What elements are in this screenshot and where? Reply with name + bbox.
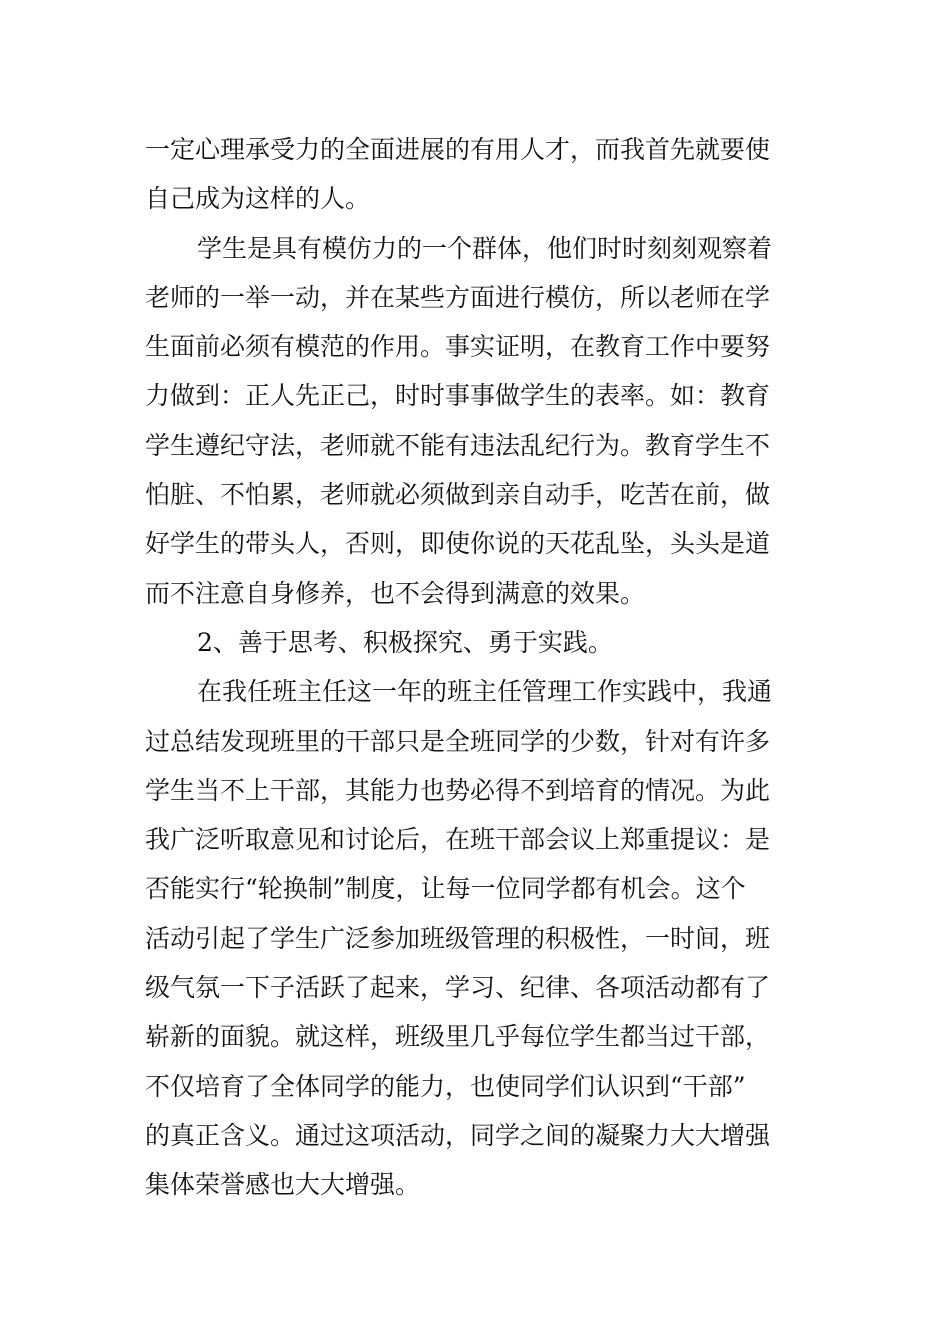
text-line: 不仅培育了全体同学的能力，也使同学们认识到“干部” [145,1071,746,1101]
text-line: 2、善于思考、积极探究、勇于实践。 [197,627,613,657]
text-line: 好学生的带头人，否则，即使你说的天花乱坠，头头是道 [145,529,771,559]
text-line: 学生是具有模仿力的一个群体，他们时时刻刻观察着 [197,233,773,263]
text-line: 自己成为这样的人。 [145,184,371,214]
text-line: 学生当不上干部，其能力也势必得不到培育的情况。为此 [145,775,771,805]
text-line: 老师的一举一动，并在某些方面进行模仿，所以老师在学 [145,282,771,312]
text-line: 力做到：正人先正己，时时事事做学生的表率。如：教育 [145,381,771,411]
text-line: 一定心理承受力的全面进展的有用人才，而我首先就要使 [145,135,771,164]
text-line: 活动引起了学生广泛参加班级管理的积极性，一时间，班 [145,923,771,953]
text-line: 的真正含义。通过这项活动，同学之间的凝聚力大大增强 [145,1120,771,1150]
body-text [145,125,807,1210]
text-line: 怕脏、不怕累，老师就必须做到亲自动手，吃苦在前，做 [145,480,771,510]
text-line: 我广泛听取意见和讨论后，在班干部会议上郑重提议：是 [145,825,771,855]
text-line: 生面前必须有模范的作用。事实证明，在教育工作中要努 [145,332,771,362]
text-line: 否能实行“轮换制”制度，让每一位同学都有机会。这个 [145,874,746,904]
text-line: 学生遵纪守法，老师就不能有违法乱纪行为。教育学生不 [145,430,771,460]
text-line: 崭新的面貌。就这样，班级里几乎每位学生都当过干部， [145,1022,771,1052]
text-line: 在我任班主任这一年的班主任管理工作实践中，我通 [197,677,773,707]
text-line: 级气氛一下子活跃了起来，学习、纪律、各项活动都有了 [145,973,771,1003]
text-line: 过总结发现班里的干部只是全班同学的少数，针对有许多 [145,726,771,756]
text-line: 集体荣誉感也大大增强。 [145,1170,421,1200]
text-line: 而不注意自身修养，也不会得到满意的效果。 [145,578,646,608]
